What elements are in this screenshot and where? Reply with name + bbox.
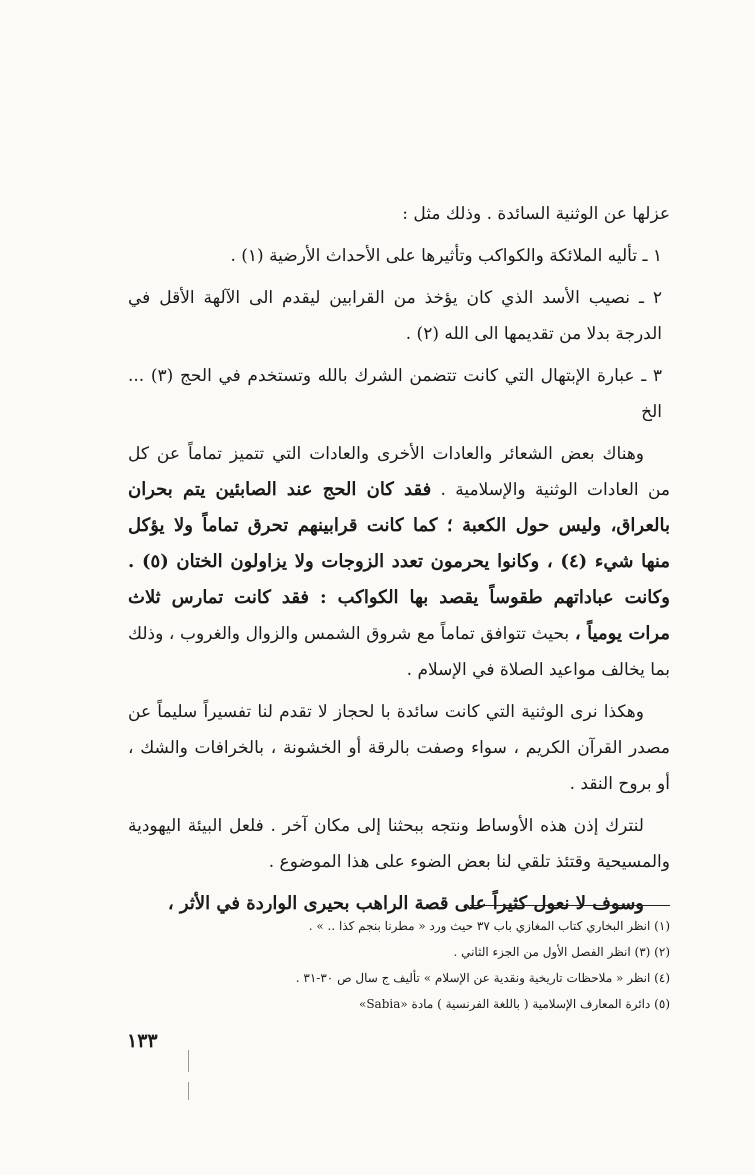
footnote-2-3: (٢) (٣) انظر الفصل الأول من الجزء الثاني . xyxy=(453,945,670,959)
footnote-divider xyxy=(470,905,670,906)
rituals-intro: وهناك بعض الشعائر والعادات الأخرى والعادات التي تتميز تماماً عن كل من العادات الوثنية والإسلامية . xyxy=(128,444,671,500)
item-1: ١ ـ تأليه الملائكة والكواكب وتأثيرها على الأحداث الأرضية (١) . xyxy=(230,246,662,266)
item-3: ٣ ـ عبارة الإبتهال التي كانت تتضمن الشرك بالله وتستخدم في الحج (٣) ... الخ xyxy=(128,366,662,422)
scan-mark xyxy=(188,1082,189,1100)
footnote-1: (١) انظر البخاري كتاب المغازي باب ٣٧ حيث ورد « مطرنا بنجم كذا .. » . xyxy=(308,919,670,933)
footnote-5: (٥) دائرة المعارف الإسلامية ( باللغة الفرنسية ) مادة «Sabia» xyxy=(358,997,670,1011)
rituals-paragraph xyxy=(128,436,670,688)
footnote-4: (٤) انظر « ملاحظات تاريخية ونقدية عن الإسلام » تأليف ج سال ص ٣٠-٣١ . xyxy=(295,971,670,985)
hijaz-paragraph: وهكذا نرى الوثنية التي كانت سائدة با لحجاز لا تقدم لنا تفسيراً سليماً عن مصدر القرآن الكريم ، سواء وصفت بالرقة أو الخشونة ، بالخرافات والشك ، أو بروح النقد . xyxy=(128,702,670,794)
footnotes xyxy=(170,913,670,1017)
page-body xyxy=(128,196,670,922)
intro-line: عزلها عن الوثنية السائدة . وذلك مثل : xyxy=(402,204,670,224)
rituals-bold-text: فقد كان الحج عند الصابئين يتم بحران بالعراق، وليس حول الكعبة ؛ كما كانت قرابينهم تحرق تماماً ولا يؤكل منها شيء (٤) ، وكانوا يحرمون تعدد الزوجات ولا يزاولون الختان (٥) . وكانت عباداتهم طقوساً يقصد بها الكواكب : فقد كانت تمارس ثلاث مرات يومياً ، xyxy=(128,479,671,644)
page-number: ١٣٣ xyxy=(127,1030,158,1052)
next-paragraph: لنترك إذن هذه الأوساط ونتجه ببحثنا إلى مكان آخر . فلعل البيئة اليهودية والمسيحية وقتئذ تلقي لنا بعض الضوء على هذا الموضوع . xyxy=(128,816,670,872)
rituals-tail: بحيث تتوافق تماماً مع شروق الشمس والزوال والغروب ، وذلك بما يخالف مواعيد الصلاة في الإسلام . xyxy=(128,624,670,680)
last-paragraph-bold: وسوف لا نعول كثيراً على قصة الراهب بحيرى الواردة في الأثر ، xyxy=(167,893,644,914)
item-2: ٢ ـ نصيب الأسد الذي كان يؤخذ من القرابين ليقدم الى الآلهة الأقل في الدرجة بدلا من تقديمها الى الله (٢) . xyxy=(128,288,662,344)
scan-mark xyxy=(188,1050,189,1072)
